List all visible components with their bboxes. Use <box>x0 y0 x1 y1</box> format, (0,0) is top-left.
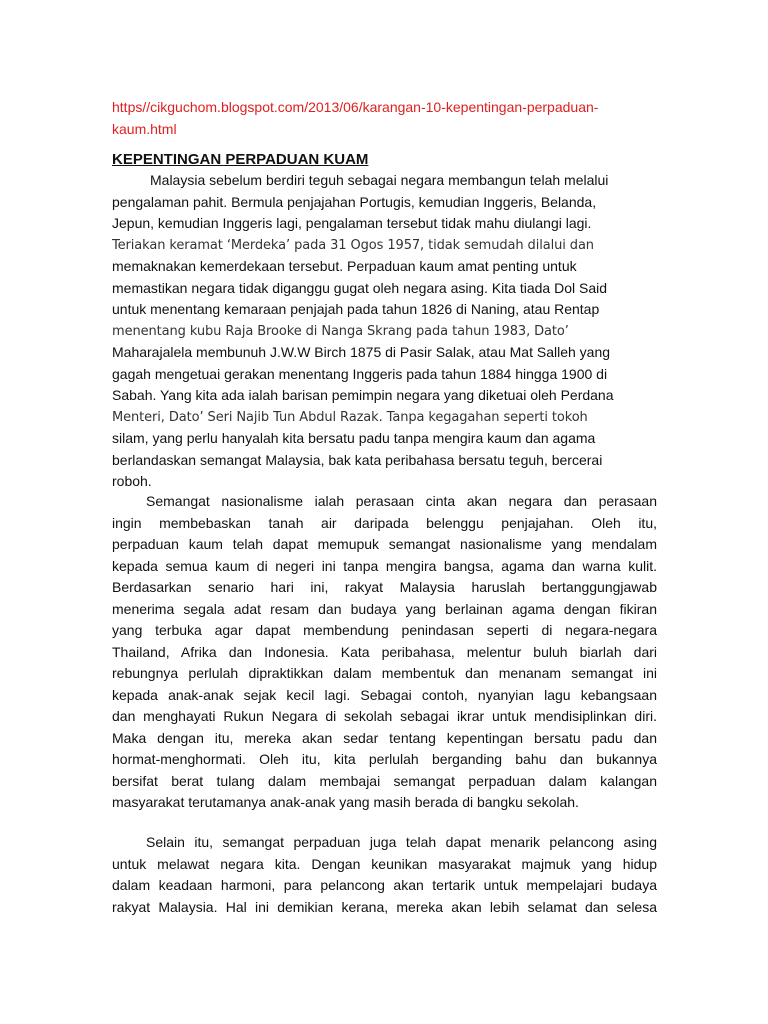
source-url-line: kaum.html <box>112 121 177 137</box>
text-line: Menteri, Dato’ Seri Najib Tun Abdul Razak. Tanpa kegagahan seperti tokoh <box>112 409 588 425</box>
paragraph-3 <box>112 832 657 918</box>
source-url-line: https//cikguchom.blogspot.com/2013/06/karangan-10-kepentingan-perpaduan- <box>112 99 599 115</box>
text-line: memaknakan kemerdekaan tersebut. Perpaduan kaum amat penting untuk <box>112 258 577 274</box>
text-line: Selain itu, semangat perpaduan juga telah dapat menarik pelancong asing <box>146 834 657 850</box>
text-line: pengalaman pahit. Bermula penjajahan Portugis, kemudian Inggeris, Belanda, <box>112 193 597 210</box>
text-line: ingin membebaskan tanah air daripada belenggu penjajahan. Oleh itu, <box>112 514 657 531</box>
text-line: silam, yang perlu hanyalah kita bersatu padu tanpa mengira kaum dan agama <box>112 430 596 446</box>
text-line: Thailand, Afrika dan Indonesia. Kata peribahasa, melentur buluh biarlah dari <box>112 643 657 660</box>
text-line: memastikan negara tidak diganggu gugat oleh negara asing. Kita tiada Dol Said <box>112 279 607 296</box>
paragraph-1 <box>112 170 657 493</box>
text-line: gagah mengetuai gerakan menentang Inggeris pada tahun 1884 hingga 1900 di <box>112 365 608 382</box>
text-line: menerima segala adat resam dan budaya yang berlainan agama dengan fikiran <box>112 600 657 617</box>
text-line: Maharajalela membunuh J.W.W Birch 1875 di Pasir Salak, atau Mat Salleh yang <box>112 344 611 360</box>
text-line: Jepun, kemudian Inggeris lagi, pengalaman tersebut tidak mahu diulangi lagi. <box>112 215 592 231</box>
text-line: Maka dengan itu, mereka akan sedar tentang kepentingan bersatu padu dan <box>112 729 657 746</box>
text-line: Malaysia sebelum berdiri teguh sebagai negara membangun telah melalui <box>150 172 609 188</box>
source-url[interactable] <box>112 96 632 140</box>
text-line: yang terbuka agar dapat membendung penindasan seperti di negara-negara <box>112 622 657 638</box>
text-line: kepada anak-anak sejak kecil lagi. Sebagai contoh, nyanyian lagu kebangsaan <box>112 686 657 703</box>
text-line: berlandaskan semangat Malaysia, bak kata peribahasa bersatu teguh, bercerai <box>112 451 603 468</box>
text-line: Semangat nasionalisme ialah perasaan cinta akan negara dan perasaan <box>146 493 657 509</box>
paragraph-2 <box>112 491 657 814</box>
text-line: Berdasarkan senario hari ini, rakyat Malaysia haruslah bertanggungjawab <box>112 579 657 595</box>
text-line: kepada semua kaum di negeri ini tanpa mengira bangsa, agama dan warna kulit. <box>112 557 657 574</box>
text-line: Teriakan keramat ‘Merdeka’ pada 31 Ogos 1957, tidak semudah dilalui dan <box>112 237 594 253</box>
text-line: dalam keadaan harmoni, para pelancong akan tertarik untuk mempelajari budaya <box>112 877 657 893</box>
document-title: KEPENTINGAN PERPADUAN KUAM <box>112 151 369 168</box>
text-line: Sabah. Yang kita ada ialah barisan pemimpin negara yang diketuai oleh Perdana <box>112 387 614 403</box>
text-line: dan menghayati Rukun Negara di sekolah sebagai ikrar untuk mendisiplinkan diri. <box>112 708 657 724</box>
text-line: untuk melawat negara kita. Dengan keunikan masyarakat majmuk yang hidup <box>112 855 657 872</box>
text-line: roboh. <box>112 473 152 489</box>
text-line: untuk menentang kemaraan penjajah pada tahun 1826 di Naning, atau Rentap <box>112 301 600 317</box>
text-line: menentang kubu Raja Brooke di Nanga Skrang pada tahun 1983, Dato’ <box>112 323 569 339</box>
text-line: rebungnya perlulah dipraktikkan dalam membentuk dan menanam semangat ini <box>112 665 657 681</box>
text-line: bersifat berat tulang dalam membajai semangat perpaduan dalam kalangan <box>112 772 657 789</box>
text-line: hormat-menghormati. Oleh itu, kita perlulah berganding bahu dan bukannya <box>112 751 657 767</box>
text-line: rakyat Malaysia. Hal ini demikian kerana, mereka akan lebih selamat dan selesa <box>112 898 657 915</box>
text-line: masyarakat terutamanya anak-anak yang masih berada di bangku sekolah. <box>112 794 579 810</box>
text-line: perpaduan kaum telah dapat memupuk semangat nasionalisme yang mendalam <box>112 536 657 552</box>
